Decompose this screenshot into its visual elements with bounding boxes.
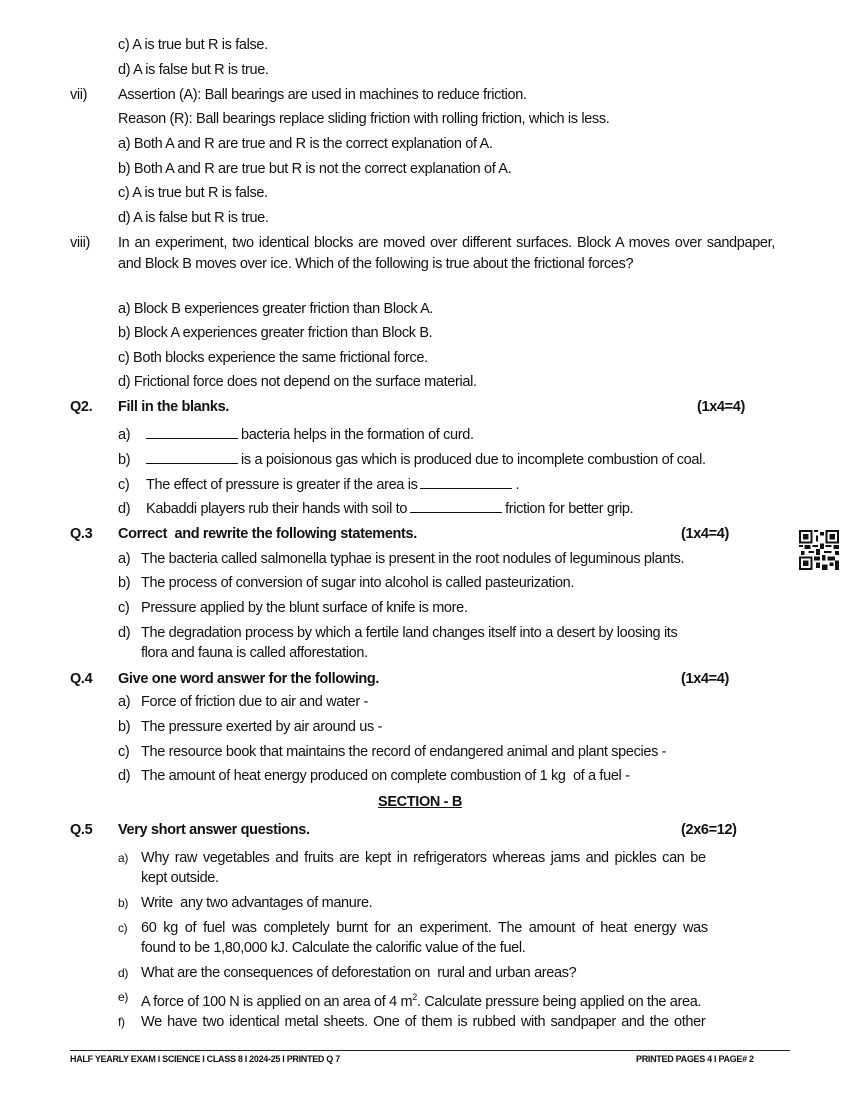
section-b-heading: SECTION - B — [378, 794, 462, 810]
q3-title: Correct and rewrite the following statements. — [118, 526, 417, 542]
q5-item-a-label: a) — [118, 851, 128, 865]
q3-marks: (1x4=4) — [681, 526, 729, 542]
footer-exam-info: HALF YEARLY EXAM I SCIENCE I CLASS 8 I 2024-25 I PRINTED Q 7 — [70, 1054, 340, 1064]
q5-item-c-continued: found to be 1,80,000 kJ. Calculate the calorific value of the fuel. — [141, 940, 526, 956]
q1-viii-option-c: c) Both blocks experience the same frictional force. — [118, 350, 428, 366]
q5-item-f-label: f) — [118, 1015, 125, 1029]
q1-vii-reason: Reason (R): Ball bearings replace sliding friction with rolling friction, which is less. — [118, 111, 610, 127]
q3-item-d-continued: flora and fauna is called afforestation. — [141, 645, 368, 661]
q5-item-b: Write any two advantages of manure. — [141, 895, 373, 911]
q4-marks: (1x4=4) — [681, 671, 729, 687]
q5-item-d: What are the consequences of deforestation on rural and urban areas? — [141, 965, 577, 981]
q3-item-d: The degradation process by which a fertile land changes itself into a desert by loosing its — [141, 625, 678, 641]
q2-item-a-label: a) — [118, 427, 131, 443]
q1-vii-option-c: c) A is true but R is false. — [118, 185, 268, 201]
q4-item-c-label: c) — [118, 744, 130, 760]
q2-item-b: is a poisionous gas which is produced due to incomplete combustion of coal. — [146, 450, 706, 470]
q5-item-e: A force of 100 N is applied on an area of 4 $m^2$. Calculate pressure being applied on the area. — [141, 992, 702, 1010]
q3-item-a-label: a) — [118, 551, 131, 567]
q4-item-d: The amount of heat energy produced on complete combustion of 1 kg of a fuel - — [141, 768, 630, 784]
q1-vii-option-b: b) Both A and R are true but R is not the correct explanation of A. — [118, 161, 512, 177]
q3-item-b: The process of conversion of sugar into alcohol is called pasteurization. — [141, 575, 575, 591]
q1-viii-question: In an experiment, two identical blocks are moved over different surfaces. Block A moves over sandpaper, and Block B moves over ice. Which of the following is true about the frictional forces? — [118, 235, 775, 272]
q1-vii-option-a: a) Both A and R are true and R is the correct explanation of A. — [118, 136, 493, 152]
footer-page-info: PRINTED PAGES 4 I PAGE# 2 — [636, 1054, 754, 1064]
q5-item-a-continued: kept outside. — [141, 870, 219, 886]
q5-item-b-label: b) — [118, 896, 128, 910]
q1-viii-option-d: d) Frictional force does not depend on the surface material. — [118, 374, 477, 390]
q1-viii-option-b: b) Block A experiences greater friction than Block B. — [118, 325, 433, 341]
q1-vii-option-d: d) A is false but R is true. — [118, 210, 269, 226]
q2-title: Fill in the blanks. — [118, 399, 229, 415]
blank-line — [420, 475, 512, 489]
q2-item-d-label: d) — [118, 501, 131, 517]
q1-vii-number: vii) — [70, 87, 88, 103]
q1-viii-number: viii) — [70, 235, 90, 251]
q5-item-c-label: c) — [118, 921, 128, 935]
q5-item-a: Why raw vegetables and fruits are kept in refrigerators whereas jams and pickles can be — [141, 850, 706, 866]
q4-item-d-label: d) — [118, 768, 131, 784]
footer-divider — [70, 1050, 790, 1051]
q5-item-c: 60 kg of fuel was completely burnt for an experiment. The amount of heat energy was — [141, 920, 708, 936]
q5-number: Q.5 — [70, 822, 93, 838]
q2-marks: (1x4=4) — [697, 399, 745, 415]
q2-item-d: Kabaddi players rub their hands with soil to friction for better grip. — [146, 501, 634, 517]
q4-item-b: The pressure exerted by air around us - — [141, 719, 383, 735]
q3-item-b-label: b) — [118, 575, 131, 591]
q4-title: Give one word answer for the following. — [118, 671, 380, 687]
blank-line — [410, 499, 502, 513]
q4-item-a: Force of friction due to air and water - — [141, 694, 368, 710]
q3-item-c: Pressure applied by the blunt surface of knife is more. — [141, 600, 468, 616]
q2-item-c: The effect of pressure is greater if the area is . — [146, 477, 520, 493]
q3-item-a: The bacteria called salmonella typhae is present in the root nodules of leguminous plants. — [141, 551, 685, 567]
q1-viii-option-a: a) Block B experiences greater friction than Block A. — [118, 301, 434, 317]
q2-item-a: bacteria helps in the formation of curd. — [146, 425, 474, 445]
q1-vi-option-c: c) A is true but R is false. — [118, 37, 268, 53]
qr-code-icon — [799, 530, 839, 570]
q2-number: Q2. — [70, 399, 93, 415]
q4-item-b-label: b) — [118, 719, 131, 735]
q2-item-b-label: b) — [118, 452, 131, 468]
q4-number: Q.4 — [70, 671, 93, 687]
q4-item-c: The resource book that maintains the record of endangered animal and plant species - — [141, 744, 667, 760]
q5-marks: (2x6=12) — [681, 822, 737, 838]
q5-item-f: We have two identical metal sheets. One of them is rubbed with sandpaper and the other — [141, 1014, 706, 1030]
q1-vi-option-d: d) A is false but R is true. — [118, 62, 269, 78]
q3-item-d-label: d) — [118, 625, 131, 641]
q2-item-c-label: c) — [118, 477, 130, 493]
q5-title: Very short answer questions. — [118, 822, 310, 838]
q5-item-d-label: d) — [118, 966, 128, 980]
q3-number: Q.3 — [70, 526, 93, 542]
blank-line — [146, 425, 238, 439]
q5-item-e-label: e) — [118, 990, 128, 1004]
blank-line — [146, 450, 238, 464]
q1-vii-assertion: Assertion (A): Ball bearings are used in machines to reduce friction. — [118, 87, 527, 103]
q4-item-a-label: a) — [118, 694, 131, 710]
q3-item-c-label: c) — [118, 600, 130, 616]
